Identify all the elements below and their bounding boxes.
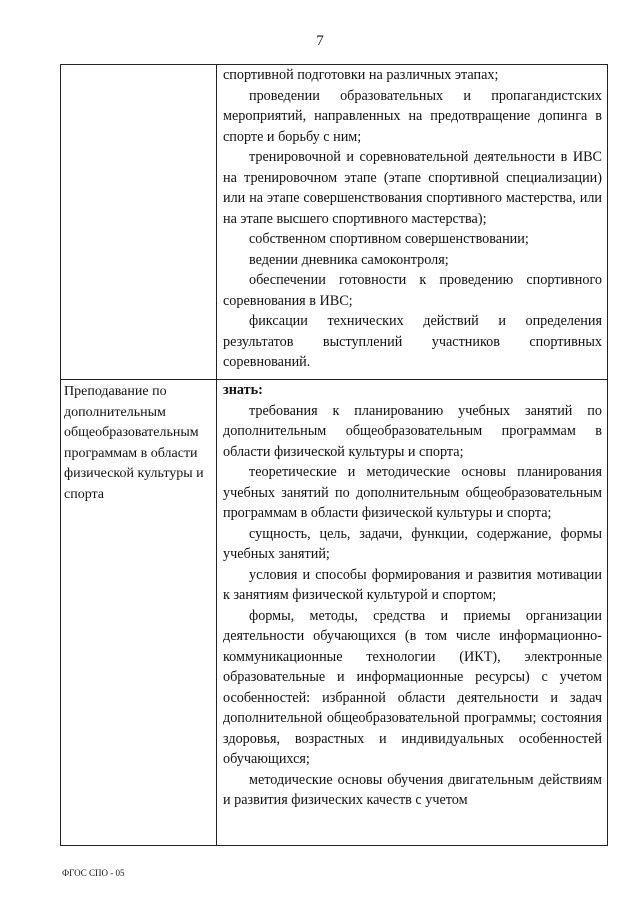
footer-code: ФГОС СПО - 05	[62, 868, 125, 878]
list-item: теоретические и методические основы планирования учебных занятий по дополнительным общеобразовательным программам в области физической культуры и спорта;	[223, 464, 602, 521]
list-item: ведении дневника самоконтроля;	[249, 251, 449, 268]
list-item: условия и способы формирования и развития мотивации к занятиям физической культурой и спортом;	[223, 566, 602, 603]
list-item: тренировочной и соревновательной деятельности в ИВС на тренировочном этапе (этапе спортивной специализации) или на этапе совершенствования спортивного мастерства, или на этапе высшего спортивного мастерства);	[223, 149, 602, 227]
list-item: фиксации технических действий и определения результатов выступлений участников спортивных соревнований.	[223, 313, 602, 370]
section-heading: знать:	[223, 382, 263, 398]
activity-label: Преподавание по дополнительным общеобразовательным программам в области физической культуры и спорта	[64, 384, 204, 502]
list-item: обеспечении готовности к проведению спортивного соревнования в ИВС;	[223, 272, 602, 309]
table-row	[61, 65, 608, 380]
list-item: требования к планированию учебных занятий по дополнительным общеобразовательным программам в области физической культуры и спорта;	[223, 402, 602, 460]
list-item: спортивной подготовки на различных этапах;	[223, 67, 499, 83]
activity-cell	[61, 380, 217, 846]
list-item: формы, методы, средства и приемы организации деятельности обучающихся (в том числе информационно-коммуникационные технологии (ИКТ), электронные образовательные и информационные ресурсы) с учетом особенностей: избранной области деятельности и задач дополнительной общеобразовательной программы; состояния здоровья, возрастных и индивидуальных особенностей обучающихся;	[223, 607, 602, 767]
activity-label	[61, 65, 216, 67]
list-item: сущность, цель, задачи, функции, содержание, формы учебных занятий;	[223, 525, 602, 562]
knowledge-cell	[217, 380, 608, 846]
list-item: методические основы обучения двигательным действиям и развития физических качеств с учетом	[223, 771, 602, 808]
page-number: 7	[316, 33, 324, 49]
competency-table	[60, 64, 608, 846]
list-item: собственном спортивном совершенствовании;	[249, 231, 529, 247]
list-item: проведении образовательных и пропагандистских мероприятий, направленных на предотвращение допинга в спорте и борьбу с ним;	[223, 87, 602, 145]
table-row	[61, 380, 608, 846]
activity-cell	[61, 65, 217, 380]
knowledge-cell	[217, 65, 608, 380]
